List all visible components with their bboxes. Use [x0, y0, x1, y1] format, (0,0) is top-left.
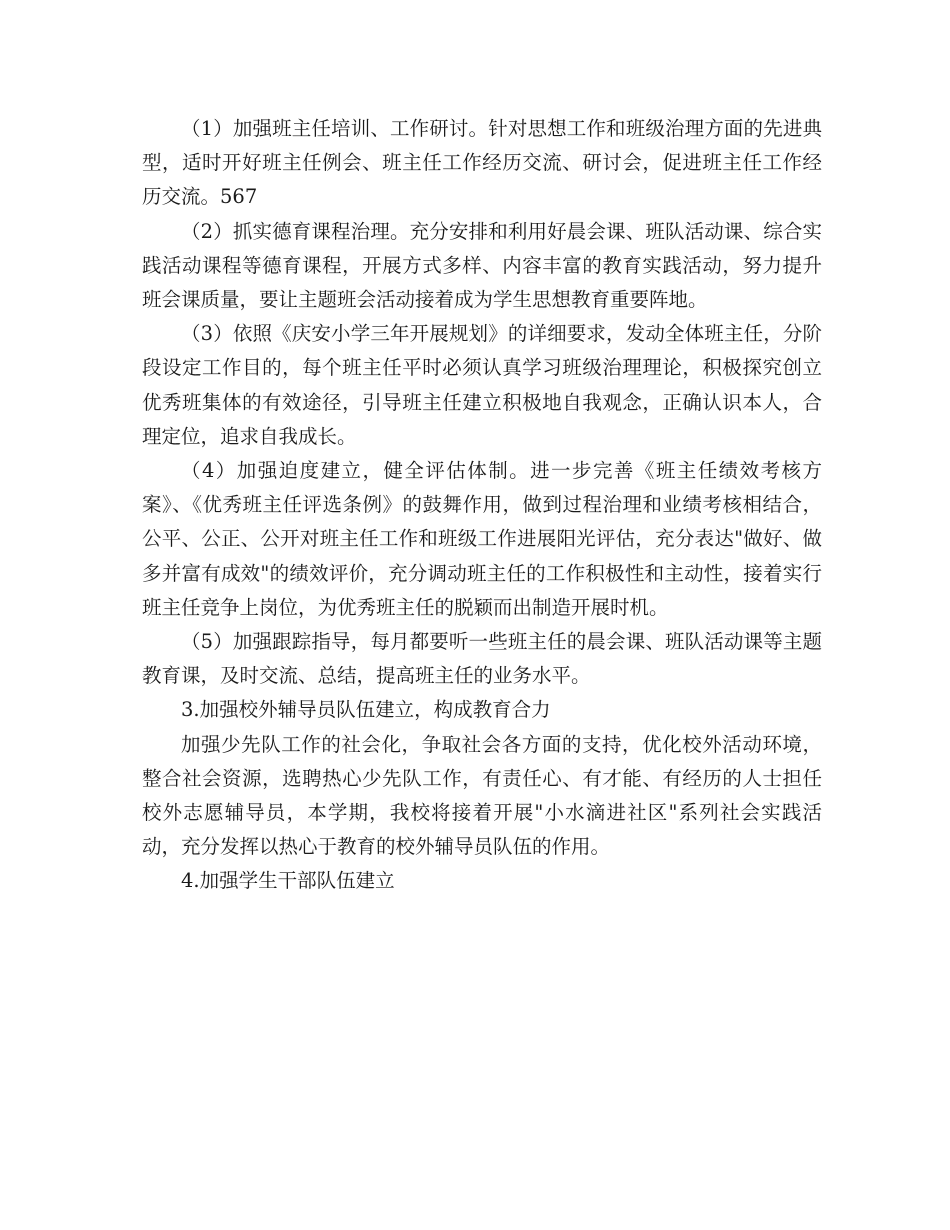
section-heading-3: 3.加强校外辅导员队伍建立，构成教育合力 [181, 698, 551, 722]
paragraph-training: （1）加强班主任培训、工作研讨。针对思想工作和班级治理方面的先进典型，适时开好班主任例会、班主任工作经历交流、研讨会，促进班主任工作经历交流。567 [142, 117, 822, 209]
paragraph-evaluation-system: （4）加强迫度建立，健全评估体制。进一步完善《班主任绩效考核方案》、《优秀班主任评选条例》的鼓舞作用，做到过程治理和业绩考核相结合，公平、公正、公开对班主任工作和班级工作进展阳光评估，充分表达"做好、做多并富有成效"的绩效评价，充分调动班主任的工作积极性和主动性，接着实行班主任竞争上岗位，为优秀班主任的脱颖而出制造开展时机。 [142, 459, 822, 619]
section-heading-4: 4.加强学生干部队伍建立 [181, 869, 395, 893]
paragraph-development-plan: （3）依照《庆安小学三年开展规划》的详细要求，发动全体班主任，分阶段设定工作目的，每个班主任平时必须认真学习班级治理理论，积极探究创立优秀班集体的有效途径，引导班主任建立积极地自我观念，正确认识本人，合理定位，追求自我成长。 [142, 322, 822, 448]
paragraph-external-counselors: 加强少先队工作的社会化，争取社会各方面的支持，优化校外活动环境，整合社会资源，选聘热心少先队工作，有责任心、有才能、有经历的人士担任校外志愿辅导员，本学期，我校将接着开展"小水滴进社区"系列社会实践活动，充分发挥以热心于教育的校外辅导员队伍的作用。 [142, 732, 822, 859]
document-body [142, 112, 822, 899]
paragraph-guidance: （5）加强跟踪指导，每月都要听一些班主任的晨会课、班队活动课等主题教育课，及时交流、总结，提高班主任的业务水平。 [142, 630, 822, 688]
paragraph-moral-education: （2）抓实德育课程治理。充分安排和利用好晨会课、班队活动课、综合实践活动课程等德育课程，开展方式多样、内容丰富的教育实践活动，努力提升班会课质量，要让主题班会活动接着成为学生思想教育重要阵地。 [142, 219, 822, 312]
